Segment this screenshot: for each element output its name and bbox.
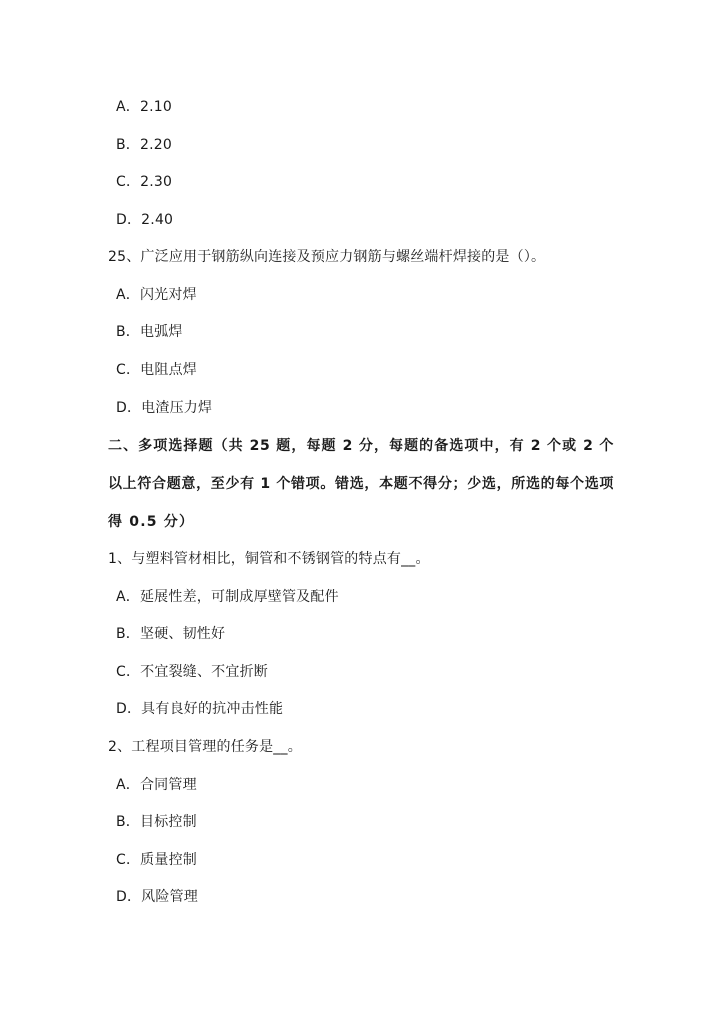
q24-option-c: C．2.30 xyxy=(116,174,173,190)
q25-stem: 25、广泛应用于钢筋纵向连接及预应力钢筋与螺丝端杆焊接的是（）。 xyxy=(108,249,546,265)
mq2-option-c: C．质量控制 xyxy=(116,852,197,868)
mq2-option-b: B．目标控制 xyxy=(116,814,197,830)
q24-option-d: D．2.40 xyxy=(116,212,174,228)
mq2-stem: 2、工程项目管理的任务是__。 xyxy=(108,739,302,755)
mq1-option-c: C．不宜裂缝、不宜折断 xyxy=(116,664,268,680)
q25-option-a: A．闪光对焊 xyxy=(116,287,197,303)
section2-heading-line2: 以上符合题意，至少有 1 个错项。错选，本题不得分；少选，所选的每个选项 xyxy=(108,476,614,492)
q24-option-a: A．2.10 xyxy=(116,99,172,115)
mq1-stem: 1、与塑料管材相比，铜管和不锈钢管的特点有__。 xyxy=(108,551,430,567)
q25-option-c: C．电阻点焊 xyxy=(116,362,197,378)
mq1-option-b: B．坚硬、韧性好 xyxy=(116,626,226,642)
section2-heading-line1: 二、多项选择题（共 25 题，每题 2 分，每题的备选项中，有 2 个或 2 个 xyxy=(108,438,614,454)
mq1-option-d: D．具有良好的抗冲击性能 xyxy=(116,701,284,717)
q24-option-b: B．2.20 xyxy=(116,137,172,153)
mq1-option-a: A．延展性差，可制成厚壁管及配件 xyxy=(116,589,339,605)
q25-option-b: B．电弧焊 xyxy=(116,324,183,340)
q25-option-d: D．电渣压力焊 xyxy=(116,400,213,416)
mq2-option-d: D．风险管理 xyxy=(116,889,198,905)
mq2-option-a: A．合同管理 xyxy=(116,777,197,793)
section2-heading-line3: 得 0.5 分） xyxy=(108,514,195,530)
